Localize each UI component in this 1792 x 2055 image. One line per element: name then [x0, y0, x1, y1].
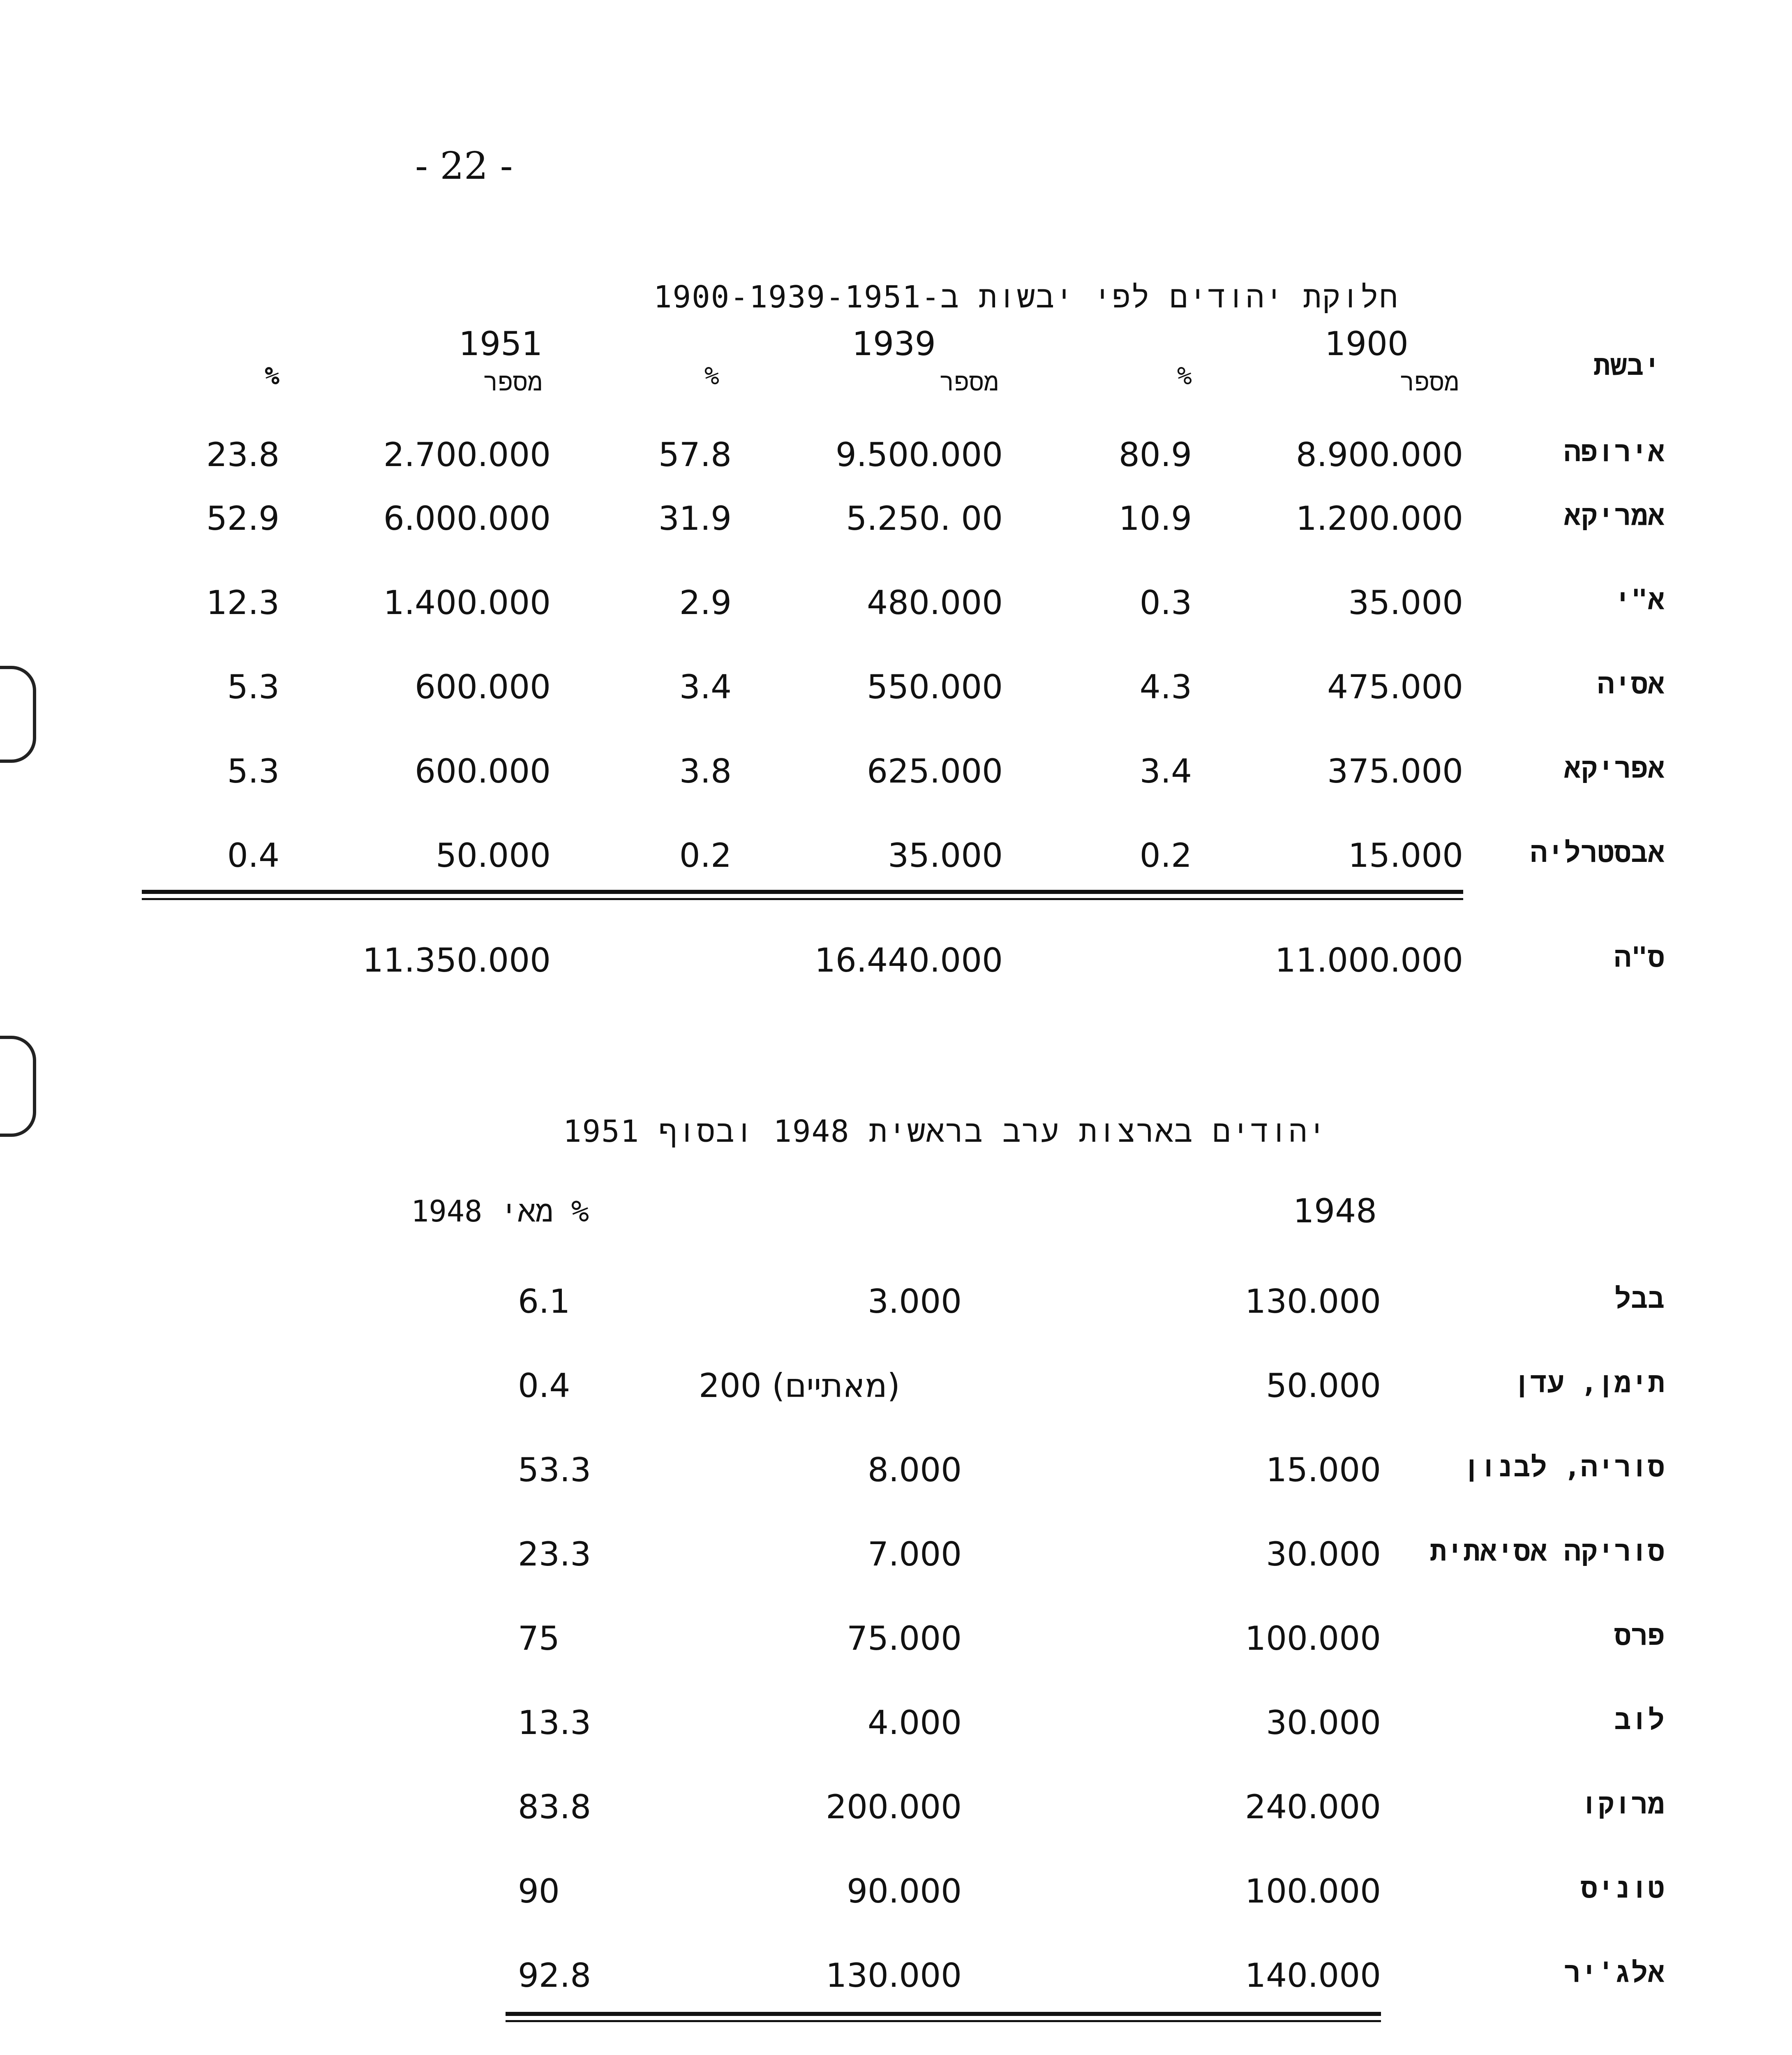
pct-1900: 0.2	[1139, 836, 1192, 875]
country-label: תימן, עדן	[1513, 1367, 1665, 1399]
count-1951: 200.000	[826, 1788, 962, 1826]
page-number: - 22 -	[415, 144, 513, 188]
pct-1939: 3.8	[679, 752, 732, 790]
country-label: טוניס	[1580, 1872, 1665, 1905]
pct-1939: 31.9	[658, 499, 732, 538]
pct-1951: 23.8	[206, 436, 279, 474]
table1-header-pct: %	[264, 362, 279, 390]
table1-title: חלוקת יהודים לפי יבשות ב-1900-1939-1951	[654, 279, 1399, 315]
pct-of-1948: 0.4	[518, 1367, 570, 1405]
count-1951: 4.000	[867, 1704, 962, 1742]
pct-1900: 0.3	[1139, 584, 1192, 622]
table1-header-pct: %	[704, 362, 719, 390]
country-label: סוריה, לבנון	[1463, 1451, 1665, 1483]
country-label: סוריקה אסיאתית	[1429, 1535, 1665, 1568]
count-1948: 140.000	[1245, 1956, 1381, 1995]
pct-1900: 80.9	[1118, 436, 1192, 474]
count-1951: 90.000	[847, 1872, 962, 1910]
count-1951: 75.000	[847, 1619, 962, 1658]
table1-header-continent: יבשת	[1593, 349, 1660, 382]
pct-of-1948: 53.3	[518, 1451, 591, 1489]
scan-margin-mark	[0, 666, 36, 763]
continent-label: אבסטרליה	[1530, 836, 1665, 869]
count-1939: 5.250. 00	[846, 499, 1003, 538]
country-label: פרס	[1614, 1619, 1665, 1652]
pct-of-1948: 83.8	[518, 1788, 591, 1826]
count-1948: 100.000	[1245, 1872, 1381, 1910]
total-1951: 11.350.000	[362, 941, 551, 979]
count-1948: 50.000	[1266, 1367, 1381, 1405]
count-1900: 35.000	[1348, 584, 1463, 622]
count-1948: 240.000	[1245, 1788, 1381, 1826]
pct-of-1948: 90	[518, 1872, 560, 1910]
table1-header-year: 1900	[1325, 325, 1409, 363]
pct-1951: 5.3	[227, 668, 279, 706]
pct-1939: 2.9	[679, 584, 732, 622]
country-label: מרוקו	[1580, 1788, 1665, 1820]
table1-total-rule	[142, 898, 1463, 900]
pct-1939: 3.4	[679, 668, 732, 706]
count-1951: 1.400.000	[383, 584, 551, 622]
count-1939: 550.000	[867, 668, 1003, 706]
count-1948: 30.000	[1266, 1535, 1381, 1573]
pct-of-1948: 92.8	[518, 1956, 591, 1995]
pct-1900: 10.9	[1118, 499, 1192, 538]
count-1951: 50.000	[436, 836, 551, 875]
table1-header-year: 1951	[459, 325, 543, 363]
count-1951: 3.000	[867, 1282, 962, 1321]
pct-1951: 0.4	[227, 836, 279, 875]
count-1948: 130.000	[1245, 1282, 1381, 1321]
continent-label: אירופה	[1564, 436, 1665, 468]
pct-1900: 4.3	[1139, 668, 1192, 706]
count-1900: 375.000	[1327, 752, 1463, 790]
table1-header-number: מספר	[939, 368, 999, 397]
count-1900: 8.900.000	[1296, 436, 1463, 474]
scan-margin-mark	[0, 1036, 36, 1137]
count-1948: 100.000	[1245, 1619, 1381, 1658]
count-1951: (מאתיים) 200	[699, 1367, 900, 1405]
count-1939: 9.500.000	[835, 436, 1003, 474]
continent-label: א"י	[1614, 584, 1665, 616]
total-label: ס"ה	[1614, 941, 1665, 974]
table1-header-year: 1939	[852, 325, 936, 363]
pct-of-1948: 13.3	[518, 1704, 591, 1742]
pct-of-1948: 6.1	[518, 1282, 570, 1321]
continent-label: אסיה	[1597, 668, 1665, 700]
continent-label: אפריקא	[1564, 752, 1665, 785]
country-label: לוב	[1614, 1704, 1665, 1736]
table2-total-rule	[506, 2012, 1381, 2016]
table2-total-rule	[506, 2020, 1381, 2022]
count-1948: 15.000	[1266, 1451, 1381, 1489]
count-1939: 480.000	[867, 584, 1003, 622]
pct-1951: 5.3	[227, 752, 279, 790]
table1-header-pct: %	[1177, 362, 1192, 390]
table1-header-number: מספר	[483, 368, 543, 397]
table2-title: יהודים בארצות ערב בראשית 1948 ובסוף 1951	[563, 1114, 1327, 1149]
pct-1900: 3.4	[1139, 752, 1192, 790]
count-1951: 8.000	[867, 1451, 962, 1489]
total-1939: 16.440.000	[814, 941, 1003, 979]
pct-1951: 52.9	[206, 499, 279, 538]
count-1939: 35.000	[888, 836, 1003, 875]
count-1900: 1.200.000	[1296, 499, 1463, 538]
pct-1951: 12.3	[206, 584, 279, 622]
table1-total-rule	[142, 890, 1463, 894]
pct-of-1948: 23.3	[518, 1535, 591, 1573]
count-1951: 6.000.000	[383, 499, 551, 538]
count-1951: 600.000	[415, 668, 551, 706]
table2-header-1948: 1948	[1293, 1192, 1377, 1230]
count-1900: 475.000	[1327, 668, 1463, 706]
count-1951: 600.000	[415, 752, 551, 790]
total-1900: 11.000.000	[1275, 941, 1463, 979]
count-1948: 30.000	[1266, 1704, 1381, 1742]
pct-of-1948: 75	[518, 1619, 560, 1658]
pct-1939: 57.8	[658, 436, 732, 474]
pct-1939: 0.2	[679, 836, 732, 875]
continent-label: אמריקא	[1564, 499, 1665, 532]
table1-header-number: מספר	[1399, 368, 1459, 397]
country-label: אלג'יר	[1564, 1956, 1665, 1989]
count-1939: 625.000	[867, 752, 1003, 790]
count-1951: 2.700.000	[383, 436, 551, 474]
country-label: בבל	[1614, 1282, 1665, 1315]
count-1900: 15.000	[1348, 836, 1463, 875]
count-1951: 130.000	[826, 1956, 962, 1995]
count-1951: 7.000	[867, 1535, 962, 1573]
table2-header-pct: % מאי 1948	[411, 1194, 589, 1228]
